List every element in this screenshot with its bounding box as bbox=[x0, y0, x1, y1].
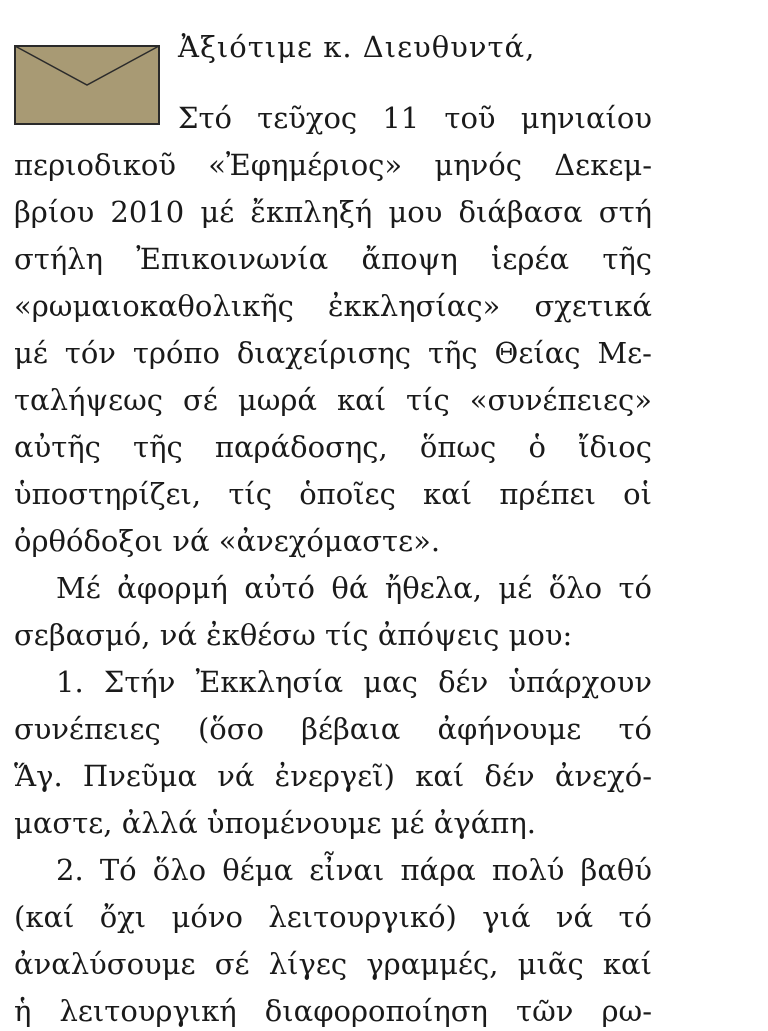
letter-line: περιοδικοῦ «Ἐφημέριος» μηνός Δεκεμ- bbox=[14, 148, 652, 182]
letter-line: σεβασμό, νά ἐκθέσω τίς ἀπόψεις μου: bbox=[14, 618, 573, 652]
letter-line: Μέ ἀφορμή αὐτό θά ἤθελα, μέ ὅλο τό bbox=[56, 571, 652, 605]
letter-line: 2. Τό ὅλο θέμα εἶναι πάρα πολύ βαθύ bbox=[56, 853, 652, 887]
letter-line: στήλη Ἐπικοινωνία ἄποψη ἱερέα τῆς bbox=[14, 242, 652, 276]
letter-salutation: Ἀξιότιμε κ. Διευθυντά, bbox=[178, 30, 536, 64]
letter-line: Ἅγ. Πνεῦμα νά ἐνεργεῖ) καί δέν ἀνεχό- bbox=[14, 759, 652, 793]
letter-line: μέ τόν τρόπο διαχείρισης τῆς Θείας Με- bbox=[14, 336, 652, 370]
letter-line: αὐτῆς τῆς παράδοσης, ὅπως ὁ ἴδιος bbox=[14, 430, 652, 464]
letter-line: ἀναλύσουμε σέ λίγες γραμμές, μιᾶς καί bbox=[14, 947, 652, 981]
letter-line: «ρωμαιοκαθολικῆς ἐκκλησίας» σχετικά bbox=[14, 289, 652, 323]
letter-line: Στό τεῦχος 11 τοῦ μηνιαίου bbox=[178, 101, 652, 135]
letter-line: (καί ὄχι μόνο λειτουργικό) γιά νά τό bbox=[14, 900, 652, 934]
letter-line: ἡ λειτουργική διαφοροποίηση τῶν ρω- bbox=[14, 994, 652, 1028]
letter-line: βρίου 2010 μέ ἔκπληξή μου διάβασα στή bbox=[14, 195, 652, 229]
letter-line: ὀρθόδοξοι νά «ἀνεχόμαστε». bbox=[14, 524, 441, 558]
letter-line: μαστε, ἀλλά ὑπομένουμε μέ ἀγάπη. bbox=[14, 806, 536, 840]
letter-line: συνέπειες (ὅσο βέβαια ἀφήνουμε τό bbox=[14, 712, 652, 746]
letter-line: ὑποστηρίζει, τίς ὁποῖες καί πρέπει οἱ bbox=[14, 477, 652, 511]
letter-line: ταλήψεως σέ μωρά καί τίς «συνέπειες» bbox=[14, 383, 652, 417]
letter-line: 1. Στήν Ἐκκλησία μας δέν ὑπάρχουν bbox=[56, 665, 652, 699]
envelope-icon bbox=[14, 45, 160, 125]
